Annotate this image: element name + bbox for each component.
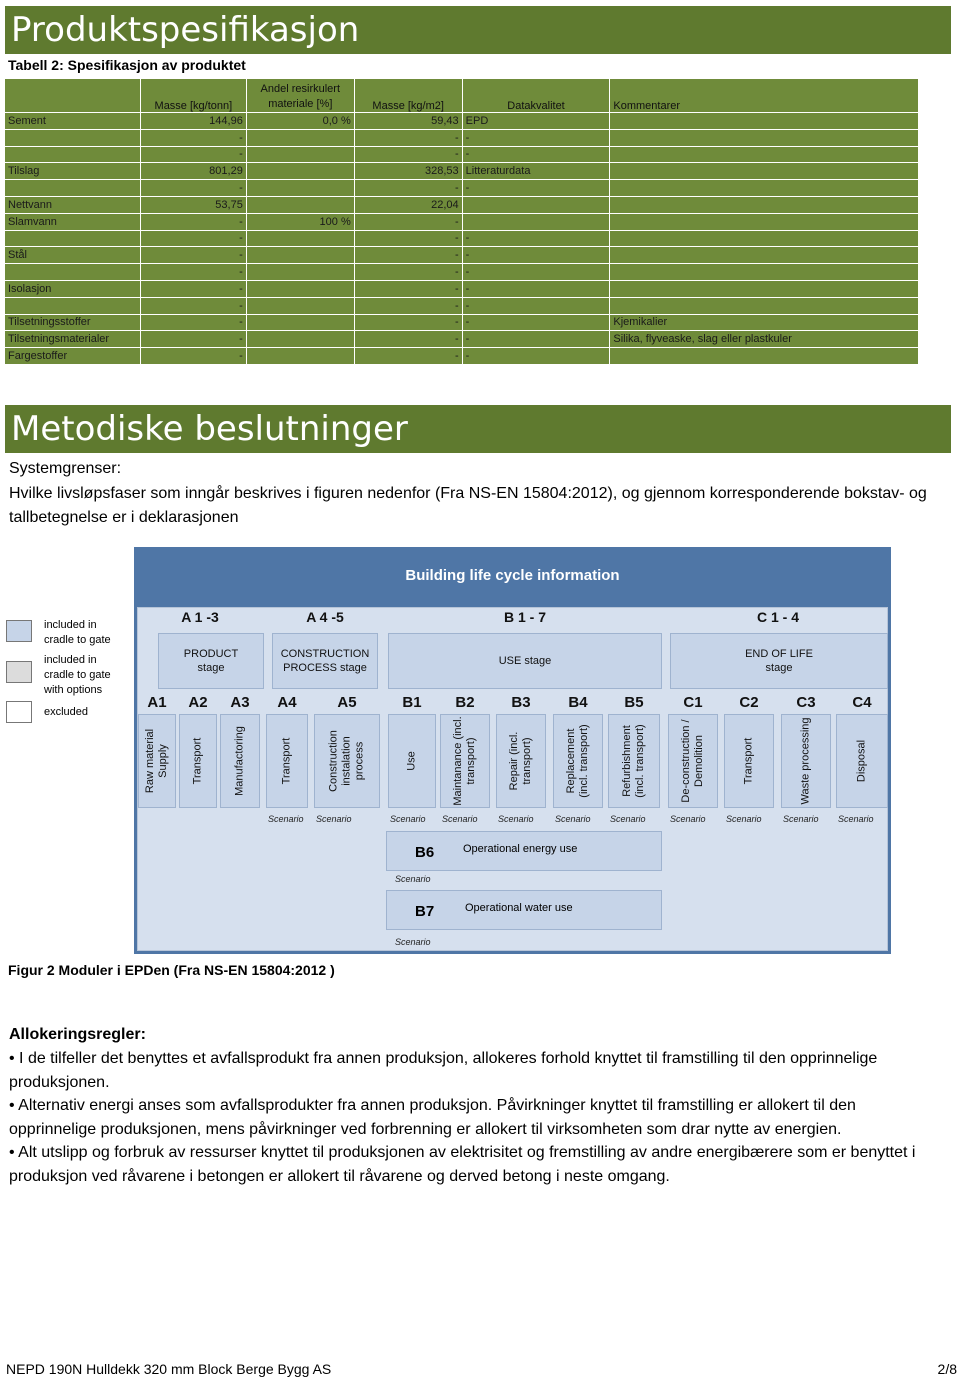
table-cell-comment xyxy=(610,264,919,281)
b6-row xyxy=(386,831,662,871)
table-cell-name xyxy=(5,180,141,197)
scenario-label-b1: Scenario xyxy=(390,814,426,824)
b7-row xyxy=(386,890,662,930)
legend-text-excluded: excluded xyxy=(44,706,89,718)
module-code-b2: B2 xyxy=(455,694,475,711)
group-a1-3: A 1 -3 xyxy=(181,609,219,625)
b7-code: B7 xyxy=(415,903,435,920)
table-row xyxy=(5,196,919,213)
legend-text-included: included in cradle to gate xyxy=(44,619,111,646)
table-cell-comment xyxy=(610,213,919,230)
table-header-row xyxy=(5,79,919,113)
table-cell-comment xyxy=(610,196,919,213)
group-a4-5: A 4 -5 xyxy=(306,609,344,625)
header-recycled: Andel resirkulert materiale [%] xyxy=(246,79,354,113)
table-cell-comment xyxy=(610,163,919,180)
scenario-label-a4: Scenario xyxy=(268,814,304,824)
table-cell-name: Fargestoffer xyxy=(5,348,141,365)
module-column-b5 xyxy=(608,714,660,808)
module-column-b1 xyxy=(388,714,436,808)
module-code-a2: A2 xyxy=(188,694,208,711)
header-mass-ton: Masse [kg/tonn] xyxy=(140,79,246,113)
table-cell-name: Isolasjon xyxy=(5,280,141,297)
module-column-label: De-construction / Demolition xyxy=(680,719,705,803)
table-cell-recycled xyxy=(246,163,354,180)
table-cell-mass-ton: - xyxy=(140,348,246,365)
table-cell-mass-m2: - xyxy=(354,331,462,348)
footer-document-id: NEPD 190N Hulldekk 320 mm Block Berge Bygg AS xyxy=(6,1361,332,1377)
scenario-label-a5: Scenario xyxy=(316,814,352,824)
table-cell-name xyxy=(5,264,141,281)
legend-swatch-excluded xyxy=(6,701,32,723)
table-cell-quality: - xyxy=(462,264,610,281)
header-comments: Kommentarer xyxy=(610,79,919,113)
end-of-life-stage: END OF LIFE stage xyxy=(670,633,888,689)
allocation-item: • I de tilfeller det benyttes et avfallsprodukt fra annen produksjon, allokeres forhold knyttet til framstilling til den opprinnelige produksjonen. xyxy=(9,1050,878,1091)
group-b1-7: B 1 - 7 xyxy=(503,609,546,625)
table-cell-quality: - xyxy=(462,247,610,264)
module-column-label: Manufactoring xyxy=(233,726,246,796)
table-cell-name: Slamvann xyxy=(5,213,141,230)
table-cell-recycled xyxy=(246,230,354,247)
table-cell-comment xyxy=(610,180,919,197)
section-banner xyxy=(5,405,951,453)
module-column-label: Construction instalation process xyxy=(327,730,366,792)
header-mass-m2: Masse [kg/m2] xyxy=(354,79,462,113)
table-cell-mass-ton: - xyxy=(140,297,246,314)
page-title-banner xyxy=(5,6,951,54)
scenario-label-b3: Scenario xyxy=(498,814,534,824)
b7-text: Operational water use xyxy=(465,902,573,914)
module-column-label: Disposal xyxy=(855,739,868,783)
table-row xyxy=(5,314,919,331)
module-code-a4: A4 xyxy=(277,694,297,711)
table-row xyxy=(5,280,919,297)
module-column-label: Transport xyxy=(280,737,293,785)
table-cell-recycled xyxy=(246,348,354,365)
table-cell-mass-ton: - xyxy=(140,280,246,297)
table-cell-mass-m2: - xyxy=(354,264,462,281)
system-boundaries-text: Hvilke livsløpsfaser som inngår beskrives i figuren nedenfor (Fra NS-EN 15804:2012), og gjennom korresponderende bokstav- og tallbetegnelse er i deklarasjonen xyxy=(9,485,927,526)
table-cell-quality: - xyxy=(462,297,610,314)
table-cell-name: Tilsetningsmaterialer xyxy=(5,331,141,348)
table-cell-comment xyxy=(610,247,919,264)
module-column-a2 xyxy=(179,714,217,808)
module-column-label: Raw material Supply xyxy=(144,728,169,794)
table-cell-name: Nettvann xyxy=(5,196,141,213)
table-cell-quality: - xyxy=(462,331,610,348)
module-column-label: Waste processing xyxy=(799,717,812,805)
table-row xyxy=(5,180,919,197)
construction-stage: CONSTRUCTION PROCESS stage xyxy=(272,633,378,689)
scenario-label-b4: Scenario xyxy=(555,814,591,824)
table-cell-mass-ton: - xyxy=(140,146,246,163)
table-cell-mass-m2: - xyxy=(354,180,462,197)
table-cell-mass-ton: - xyxy=(140,264,246,281)
table-cell-recycled xyxy=(246,196,354,213)
module-column-label: Repair (incl. transport) xyxy=(508,731,533,791)
table-cell-comment xyxy=(610,348,919,365)
table-cell-recycled xyxy=(246,280,354,297)
product-stage: PRODUCT stage xyxy=(158,633,264,689)
table-cell-comment xyxy=(610,146,919,163)
legend-swatch-options xyxy=(6,661,32,683)
module-column-b3 xyxy=(496,714,546,808)
module-column-b2 xyxy=(440,714,490,808)
table-cell-quality: - xyxy=(462,230,610,247)
table-cell-name: Stål xyxy=(5,247,141,264)
table-title: Tabell 2: Spesifikasjon av produktet xyxy=(8,57,246,73)
life-cycle-diagram xyxy=(134,547,891,954)
module-column-c3 xyxy=(781,714,831,808)
table-cell-quality xyxy=(462,213,610,230)
table-cell-mass-ton: - xyxy=(140,213,246,230)
section-title: Metodiske beslutninger xyxy=(11,409,408,449)
footer-page-number: 2/8 xyxy=(937,1361,957,1377)
allocation-title: Allokeringsregler: xyxy=(9,1026,146,1043)
module-code-c4: C4 xyxy=(852,694,872,711)
table-cell-name: Tilslag xyxy=(5,163,141,180)
table-cell-mass-ton: - xyxy=(140,314,246,331)
table-cell-name xyxy=(5,297,141,314)
table-cell-name: Sement xyxy=(5,113,141,130)
scenario-label-c4: Scenario xyxy=(838,814,874,824)
page-title: Produktspesifikasjon xyxy=(11,10,360,50)
table-cell-name xyxy=(5,230,141,247)
b6-code: B6 xyxy=(415,844,435,861)
module-code-b1: B1 xyxy=(402,694,422,711)
table-row xyxy=(5,348,919,365)
table-cell-comment xyxy=(610,230,919,247)
scenario-label-b2: Scenario xyxy=(442,814,478,824)
module-column-label: Maintanance (incl. transport) xyxy=(452,716,477,806)
table-row xyxy=(5,297,919,314)
legend-text-options: included in cradle to gate with options xyxy=(44,654,111,696)
module-column-a4 xyxy=(266,714,308,808)
table-row xyxy=(5,331,919,348)
table-cell-comment xyxy=(610,113,919,130)
module-code-a3: A3 xyxy=(230,694,250,711)
table-cell-quality: - xyxy=(462,180,610,197)
table-cell-recycled xyxy=(246,297,354,314)
legend-swatch-included xyxy=(6,620,32,642)
header-quality: Datakvalitet xyxy=(462,79,610,113)
table-cell-mass-ton: - xyxy=(140,331,246,348)
table-row xyxy=(5,213,919,230)
table-cell-mass-m2: 328,53 xyxy=(354,163,462,180)
table-cell-recycled xyxy=(246,314,354,331)
b6-text: Operational energy use xyxy=(463,843,578,855)
module-column-label: Replacement (incl. transport) xyxy=(565,724,590,798)
table-row xyxy=(5,230,919,247)
module-code-c2: C2 xyxy=(739,694,759,711)
table-row xyxy=(5,163,919,180)
table-cell-mass-m2: - xyxy=(354,146,462,163)
allocation-item: • Alt utslipp og forbruk av ressurser knyttet til produksjonen av elektrisitet og fremstilling av andre energibærere som er benyttet i produksjon ved råvarene i betongen er allokert til råvarene og derved betong i neste omgang. xyxy=(9,1144,916,1185)
table-cell-comment: Silika, flyveaske, slag eller plastkuler xyxy=(610,331,919,348)
module-column-label: Transport xyxy=(742,737,755,785)
table-cell-comment xyxy=(610,297,919,314)
table-cell-quality: - xyxy=(462,129,610,146)
table-cell-recycled xyxy=(246,264,354,281)
system-boundaries-label: Systemgrenser: xyxy=(9,460,122,477)
table-cell-mass-ton: - xyxy=(140,247,246,264)
table-cell-mass-m2: - xyxy=(354,280,462,297)
module-code-a1: A1 xyxy=(147,694,167,711)
scenario-label-c3: Scenario xyxy=(783,814,819,824)
table-row xyxy=(5,129,919,146)
table-cell-mass-ton: 144,96 xyxy=(140,113,246,130)
table-cell-quality: EPD xyxy=(462,113,610,130)
table-cell-mass-ton: - xyxy=(140,230,246,247)
module-code-c3: C3 xyxy=(796,694,816,711)
module-column-c2 xyxy=(724,714,774,808)
module-code-a5: A5 xyxy=(337,694,357,711)
table-cell-quality: - xyxy=(462,280,610,297)
module-column-a1 xyxy=(138,714,176,808)
scenario-label-c2: Scenario xyxy=(726,814,762,824)
table-row xyxy=(5,113,919,130)
table-row xyxy=(5,146,919,163)
use-stage: USE stage xyxy=(388,633,662,689)
module-column-label: Transport xyxy=(191,737,204,785)
allocation-item: • Alternativ energi anses som avfallsprodukter fra annen produksjon. Påvirkninger knyttet til framstilling er allokert til den opprinnelige produksjonen, mens påvirkninger ved forbrenning er allokert til virksomheten som drar nytte av energien. xyxy=(9,1097,856,1138)
module-column-a3 xyxy=(220,714,260,808)
module-column-b4 xyxy=(553,714,603,808)
table-cell-name xyxy=(5,129,141,146)
table-cell-mass-m2: - xyxy=(354,230,462,247)
module-column-label: Use xyxy=(405,751,418,771)
table-cell-mass-m2: - xyxy=(354,129,462,146)
b6-scenario: Scenario xyxy=(395,874,431,884)
figure-caption: Figur 2 Moduler i EPDen (Fra NS-EN 15804:2012 ) xyxy=(8,962,335,978)
table-cell-mass-ton: 801,29 xyxy=(140,163,246,180)
scenario-label-c1: Scenario xyxy=(670,814,706,824)
table-cell-mass-m2: 59,43 xyxy=(354,113,462,130)
table-cell-name xyxy=(5,146,141,163)
table-cell-mass-m2: - xyxy=(354,247,462,264)
module-column-a5 xyxy=(314,714,380,808)
module-column-c1 xyxy=(668,714,718,808)
table-row xyxy=(5,247,919,264)
table-cell-name: Tilsetningsstoffer xyxy=(5,314,141,331)
table-cell-recycled xyxy=(246,331,354,348)
diagram-title: Building life cycle information xyxy=(405,567,620,584)
table-cell-recycled xyxy=(246,129,354,146)
table-cell-mass-m2: - xyxy=(354,314,462,331)
group-c1-4: C 1 - 4 xyxy=(756,609,799,625)
module-code-c1: C1 xyxy=(683,694,703,711)
allocation-list xyxy=(9,1047,944,1188)
table-cell-quality xyxy=(462,196,610,213)
module-column-c4 xyxy=(836,714,888,808)
table-cell-mass-ton: - xyxy=(140,180,246,197)
table-cell-mass-m2: 22,04 xyxy=(354,196,462,213)
table-cell-comment: Kjemikalier xyxy=(610,314,919,331)
table-cell-recycled xyxy=(246,146,354,163)
table-cell-quality: - xyxy=(462,314,610,331)
table-cell-quality: - xyxy=(462,146,610,163)
scenario-label-b5: Scenario xyxy=(610,814,646,824)
b7-scenario: Scenario xyxy=(395,937,431,947)
table-cell-mass-ton: - xyxy=(140,129,246,146)
table-cell-mass-m2: - xyxy=(354,213,462,230)
table-cell-recycled: 100 % xyxy=(246,213,354,230)
table-cell-recycled: 0,0 % xyxy=(246,113,354,130)
module-code-b3: B3 xyxy=(511,694,531,711)
module-code-b5: B5 xyxy=(624,694,644,711)
table-cell-mass-ton: 53,75 xyxy=(140,196,246,213)
module-code-b4: B4 xyxy=(568,694,588,711)
module-column-label: Refurbishment (incl. transport) xyxy=(621,724,646,798)
product-spec-table xyxy=(4,78,919,365)
table-cell-comment xyxy=(610,129,919,146)
table-cell-mass-m2: - xyxy=(354,348,462,365)
table-cell-quality: - xyxy=(462,348,610,365)
table-cell-quality: Litteraturdata xyxy=(462,163,610,180)
header-material xyxy=(5,79,141,113)
table-cell-recycled xyxy=(246,180,354,197)
table-cell-comment xyxy=(610,280,919,297)
table-row xyxy=(5,264,919,281)
table-cell-recycled xyxy=(246,247,354,264)
table-cell-mass-m2: - xyxy=(354,297,462,314)
